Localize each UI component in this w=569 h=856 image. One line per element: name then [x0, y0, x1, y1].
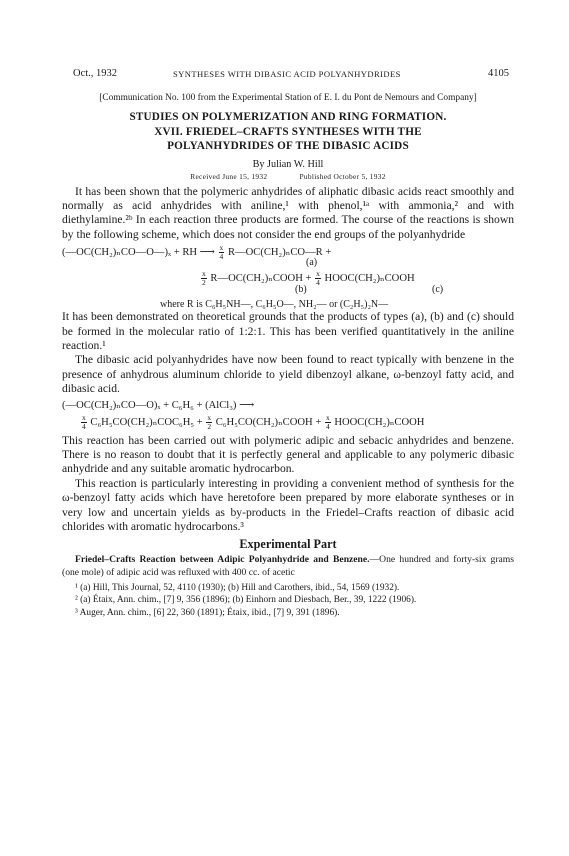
article-title	[62, 110, 514, 154]
fraction: $\frac{x}{2}$	[207, 412, 212, 431]
footnote: ³ Auger, Ann. chim., [6] 22, 360 (1891); Étaix, ibid., [7] 9, 391 (1896).	[75, 607, 340, 618]
product-label-a: (a)	[306, 257, 318, 269]
header-running-title: SYNTHESES WITH DIBASIC ACID POLYANHYDRIDES	[173, 69, 401, 79]
header-date: Oct., 1932	[73, 68, 118, 79]
paragraph-adipic-sebacic: This reaction has been carried out with polymeric adipic and sebacic anhydrides and benzene. There is no reason to doubt that it is perfectly general and applicable to any polymeric dibasic anhydride and any suitable aromatic hydrocarbon.	[62, 433, 514, 476]
published-date: Published October 5, 1932	[299, 171, 386, 181]
fraction: $\frac{x}{4}$	[219, 243, 224, 262]
article-body	[62, 92, 514, 619]
equation-scheme-line2	[200, 270, 514, 297]
product-label-c: (c)	[432, 284, 444, 296]
received-date: Received June 15, 1932	[190, 171, 268, 181]
footnote: ¹ (a) Hill, This Journal, 52, 4110 (1930); (b) Hill and Carothers, ibid., 54, 1569 (1932).	[75, 583, 400, 594]
author-line: By Julian W. Hill	[252, 158, 324, 170]
title-line: STUDIES ON POLYMERIZATION AND RING FORMATION.	[129, 111, 447, 123]
experimental-paragraph	[62, 554, 514, 579]
eq4-product-3: HOOC(CH₂)ₙCOOH	[334, 416, 425, 428]
paragraph-intro: It has been shown that the polymeric anhydrides of aliphatic dibasic acids react smoothly and normally as acid anhydrides with aniline,¹ with phenol,¹ᵃ with ammonia,² and with diethylamine.²ᵇ In each reaction three products are formed. The course of the reactions is shown by the following scheme, which does not consider the end groups of the polyanhydride	[62, 184, 514, 241]
eq2-right: HOOC(CH₂)ₙCOOH	[324, 273, 415, 285]
equation-reaction-line1: (—OC(CH₂)ₙCO—O)ₓ + C₆H₆ + (AlCl₃) ⟶	[62, 399, 255, 411]
paragraph-benzene: The dibasic acid polyanhydrides have now been found to react typically with benzene in the presence of anhydrous aluminum chloride to yield dibenzoyl alkane, ω-benzoyl fatty acid, and dibasic acid.	[62, 353, 514, 396]
header-page-number: 4105	[488, 68, 509, 79]
equation-scheme-line1	[62, 244, 514, 270]
eq4-product-2: C₆H₅CO(CH₂)ₙCOOH +	[215, 416, 322, 428]
eq4-product-1: C₆H₅CO(CH₂)ₙCOC₆H₅ +	[90, 416, 203, 428]
communication-note: [Communication No. 100 from the Experimental Station of E. I. du Pont de Nemours and Company]	[99, 93, 477, 103]
eq1-left: (—OC(CH₂)ₙCO—O—)ₓ + RH ⟶	[62, 247, 215, 259]
product-label-b: (b)	[295, 284, 307, 296]
paragraph-ratio: It has been demonstrated on theoretical grounds that the products of types (a), (b) and (c) should be formed in the molecular ratio of 1:2:1. This has been verified quantitatively in the aniline reaction.¹	[62, 310, 514, 352]
equation-reaction-line2	[80, 414, 514, 431]
experimental-subheading: Friedel–Crafts Reaction between Adipic Polyanhydride and Benzene.	[75, 554, 370, 566]
running-header	[73, 68, 509, 82]
section-heading: Experimental Part	[239, 537, 337, 552]
date-line	[62, 172, 514, 181]
fraction: $\frac{x}{4}$	[316, 269, 320, 288]
eq2-mid: R—OC(CH₂)ₙCOOH +	[210, 273, 312, 285]
experimental-text: —One hundred and forty-six grams (one mole) of adipic acid was refluxed with 400 cc. of acetic	[62, 554, 515, 578]
title-line: XVII. FRIEDEL–CRAFTS SYNTHESES WITH THE	[154, 125, 422, 138]
paragraph-synthesis: This reaction is particularly interesting in providing a convenient method of synthesis for the ω-benzoyl fatty acids which have heretofore been prepared by more elaborate syntheses or in very low and uncertain yields as by-products in the Friedel–Crafts reaction of dibasic acid chlorides with aromatic hydrocarbons.³	[62, 476, 514, 533]
substituent-definition: where R is C₆H₅NH—, C₆H₅O—, NH₂— or (C₂H₅)₂N—	[160, 299, 389, 311]
fraction: $\frac{x}{4}$	[82, 412, 86, 431]
eq1-right: R—OC(CH₂)ₙCO—R +	[227, 247, 332, 259]
fraction: $\frac{x}{2}$	[202, 269, 206, 288]
title-line: POLYANHYDRIDES OF THE DIBASIC ACIDS	[167, 140, 409, 152]
fraction: $\frac{x}{4}$	[325, 412, 330, 431]
footnote: ² (a) Étaix, Ann. chim., [7] 9, 356 (1896); (b) Einhorn and Diesbach, Ber., 39, 1222 (1906).	[75, 595, 417, 606]
